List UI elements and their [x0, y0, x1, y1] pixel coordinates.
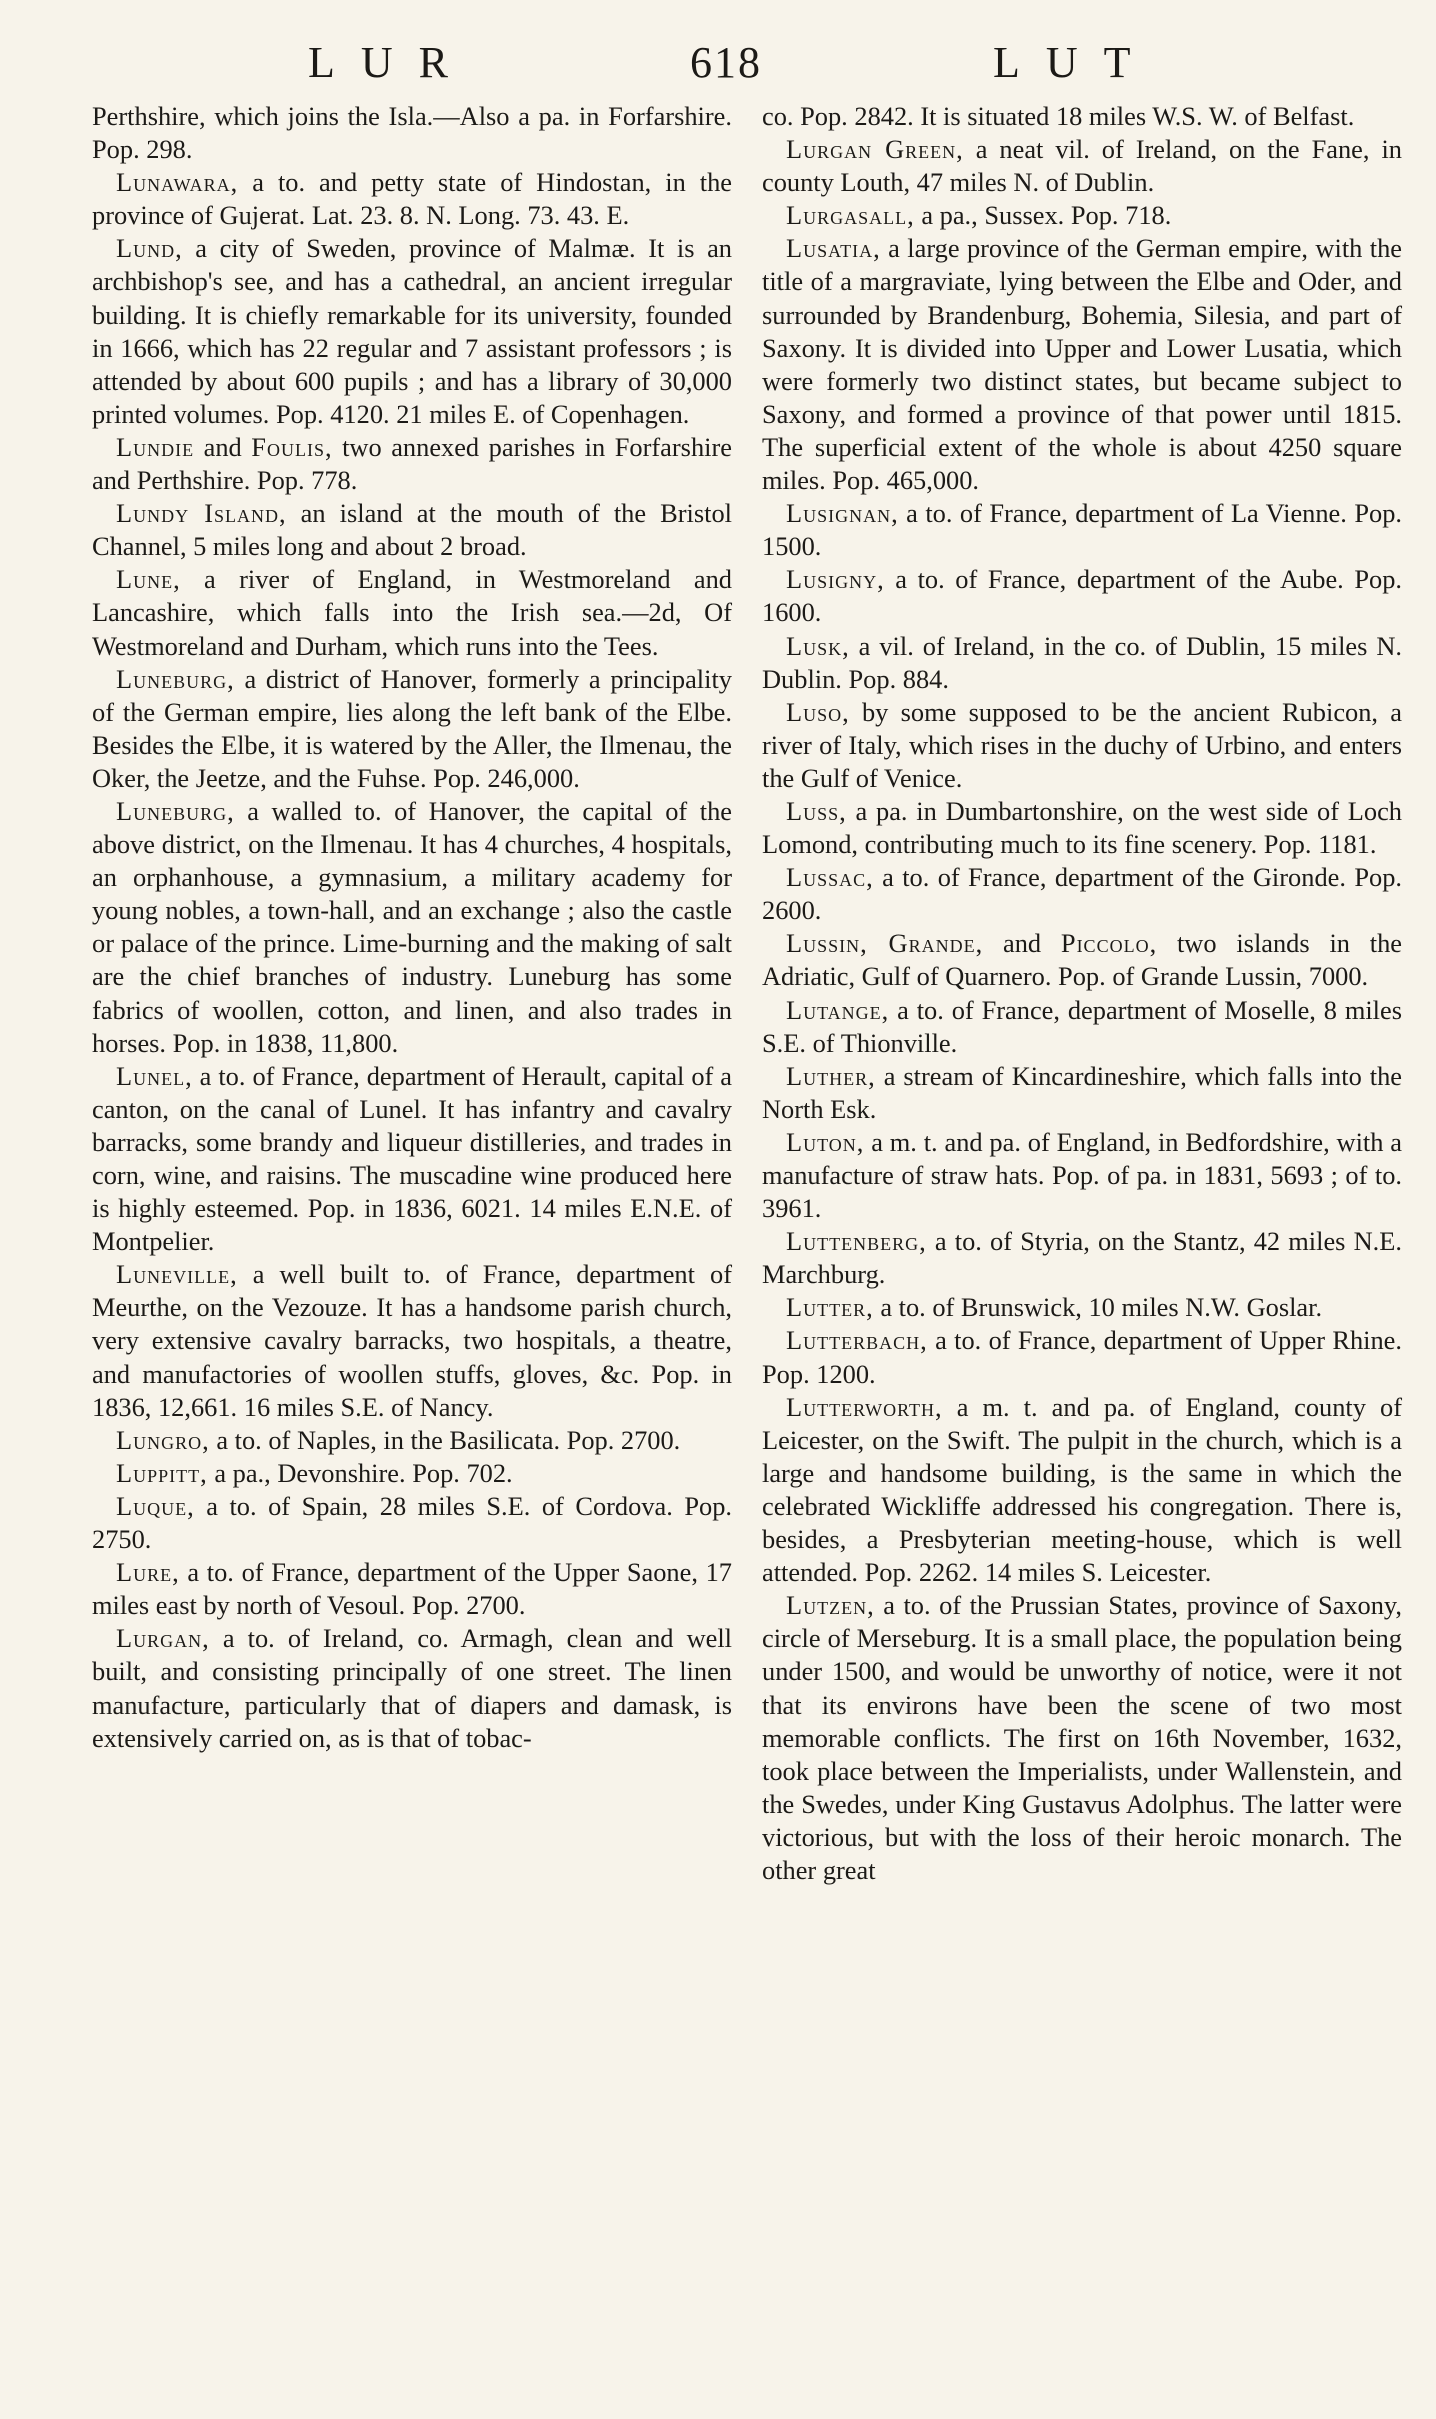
entry-headword: Lusignan,: [786, 498, 899, 529]
entry-text: a to. of Spain, 28 miles S.E. of Cordova. Pop. 2750.: [92, 1490, 732, 1555]
entry-text: a to. of France, department of the Aube. Pop. 1600.: [762, 564, 1402, 628]
entry-headword: Lurgan Green,: [786, 134, 964, 165]
gazetteer-entry: [762, 1391, 1402, 1590]
entry-headword: Luso,: [786, 696, 850, 727]
entry-text: a neat vil. of Ireland, on the Fane, in county Louth, 47 miles N. of Dublin.: [762, 134, 1402, 198]
gazetteer-entry: [762, 927, 1402, 993]
entry-headword: Luneburg,: [116, 795, 235, 826]
entry-text: a well built to. of France, department of Meurthe, on the Vezouze. It has a handsome parish church, very extensive cavalry barracks, two hospitals, a theatre, and manufactories of woollen stuffs, gloves, &c. Pop. in 1836, 12,661. 16 miles S.E. of Nancy.: [92, 1259, 732, 1422]
entry-text: a pa. in Dumbartonshire, on the west side of Loch Lomond, contributing much to its fine scenery. Pop. 1181.: [762, 795, 1402, 860]
gazetteer-entry: [762, 232, 1402, 497]
entry-text: two annexed parishes in Forfarshire and Perthshire. Pop. 778.: [92, 431, 732, 496]
entry-text: a river of England, in Westmoreland and Lancashire, which falls into the Irish sea.—2d, Of Westmoreland and Durham, which runs into the Tees.: [92, 564, 732, 661]
entry-text: a m. t. and pa. of England, in Bedfordshire, with a manufacture of straw hats. Pop. of pa. in 1831, 5693 ; of to. 3961.: [762, 1126, 1402, 1224]
entry-headword: Luque,: [116, 1490, 195, 1521]
gazetteer-entry: [92, 795, 732, 1060]
entry-headword: Lurgasall,: [786, 200, 915, 231]
entry-text: and: [194, 431, 252, 462]
entry-headword: Luss,: [786, 795, 847, 826]
entry-headword: Lusigny,: [786, 564, 885, 595]
entry-text: a to. of Brunswick, 10 miles N.W. Goslar.: [873, 1292, 1323, 1323]
gazetteer-entry: [762, 133, 1402, 199]
entry-text: a to. of Naples, in the Basilicata. Pop. 2700.: [209, 1424, 681, 1455]
gazetteer-entry: [92, 1258, 732, 1423]
gazetteer-entry: [92, 497, 732, 563]
header-left-guide: LUR: [308, 38, 474, 87]
entry-text: a to. of France, department of Moselle, 8 miles S.E. of Thionville.: [762, 994, 1402, 1058]
entry-text: and: [983, 928, 1061, 959]
entry-headword: Lundy Island,: [116, 498, 287, 529]
entry-headword: Luppitt,: [116, 1457, 208, 1488]
gazetteer-entry: [762, 497, 1402, 563]
entry-headword: Lurgan,: [116, 1623, 210, 1654]
entry-headword: Lutange,: [786, 994, 890, 1025]
entry-headword: Lusk,: [786, 630, 850, 661]
gazetteer-entry: [92, 1060, 732, 1259]
entry-headword: Foulis,: [251, 431, 333, 462]
entry-headword: Piccolo,: [1060, 928, 1158, 959]
entry-text: a to. of France, department of Upper Rhine. Pop. 1200.: [762, 1325, 1402, 1389]
gazetteer-entry: [92, 431, 732, 497]
gazetteer-entry: [92, 166, 732, 232]
entry-text: a to. of France, department of the Upper Saone, 17 miles east by north of Vesoul. Pop. 2700.: [92, 1557, 732, 1621]
gazetteer-entry: [92, 100, 732, 166]
entry-headword: Lunawara,: [116, 167, 239, 198]
entry-headword: Luneville,: [116, 1259, 238, 1290]
entry-text: a district of Hanover, formerly a principality of the German empire, lies along the left bank of the Elbe. Besides the Elbe, it is watered by the Aller, the Ilmenau, the Oker, the Jeetze, and the Fuhse. Pop. 246,000.: [92, 663, 732, 793]
gazetteer-entry: [762, 1324, 1402, 1390]
entry-text: a stream of Kincardineshire, which falls into the North Esk.: [762, 1060, 1402, 1124]
entry-headword: Lune,: [116, 564, 181, 595]
header-right-guide: LUT: [993, 38, 1157, 87]
running-header: [0, 38, 1436, 88]
gazetteer-entry: [762, 630, 1402, 696]
gazetteer-entry: [92, 1490, 732, 1556]
entry-headword: Lutterworth,: [786, 1391, 943, 1422]
entry-text: a to. of France, department of Herault, capital of a canton, on the canal of Lunel. It has infantry and cavalry barracks, some brandy and liqueur distilleries, and trades in corn, wine, and raisins. The muscadine wine produced here is highly esteemed. Pop. in 1836, 6021. 14 miles E.N.E. of Montpelier.: [92, 1060, 732, 1257]
entry-headword: Lutter,: [786, 1292, 874, 1323]
page-number: 618: [690, 38, 762, 87]
entry-headword: Lundie: [116, 431, 195, 462]
entry-headword: Lure,: [116, 1557, 180, 1588]
entry-text: an island at the mouth of the Bristol Channel, 5 miles long and about 2 broad.: [92, 498, 732, 562]
entry-text: a vil. of Ireland, in the co. of Dublin, 15 miles N. Dublin. Pop. 884.: [762, 630, 1402, 694]
entry-text: two islands in the Adriatic, Gulf of Quarnero. Pop. of Grande Lussin, 7000.: [762, 928, 1403, 992]
gazetteer-entry: [762, 861, 1402, 927]
gazetteer-entry: [762, 994, 1402, 1060]
gazetteer-entry: [762, 563, 1402, 629]
gazetteer-entry: [762, 1291, 1402, 1324]
gazetteer-entry: [92, 1556, 732, 1622]
entry-text: a to. of France, department of the Gironde. Pop. 2600.: [762, 862, 1402, 926]
gazetteer-entry: [762, 1589, 1402, 1887]
entry-text: a pa., Sussex. Pop. 718.: [914, 200, 1172, 231]
gazetteer-entry: [92, 563, 732, 662]
gazetteer-entry: [762, 1060, 1402, 1126]
entry-headword: Lungro,: [116, 1424, 210, 1455]
entry-text: Perthshire, which joins the Isla.—Also a pa. in Forfarshire. Pop. 298.: [92, 101, 732, 165]
gazetteer-entry: [762, 100, 1402, 133]
right-column: [762, 100, 1402, 1887]
gazetteer-entry: [92, 232, 732, 431]
gazetteer-entry: [762, 199, 1402, 232]
entry-headword: Lussin, Grande,: [786, 928, 984, 959]
gazetteer-entry: [762, 795, 1402, 861]
entry-text: a to. of Ireland, co. Armagh, clean and well built, and consisting principally of one street. The linen manufacture, particularly that of diapers and damask, is extensively carried on, as is that of tobac-: [92, 1623, 732, 1753]
entry-text: a to. of France, department of La Vienne. Pop. 1500.: [762, 498, 1402, 562]
entry-headword: Lussac,: [786, 862, 874, 893]
entry-headword: Luttenberg,: [786, 1226, 927, 1257]
entry-headword: Lunel,: [116, 1060, 193, 1091]
gazetteer-entry: [762, 1126, 1402, 1225]
gazetteer-entry: [762, 1225, 1402, 1291]
gazetteer-entry: [92, 1457, 732, 1490]
entry-headword: Luther,: [786, 1060, 876, 1091]
entry-headword: Lutterbach,: [786, 1325, 928, 1356]
entry-text: a pa., Devonshire. Pop. 702.: [207, 1457, 513, 1488]
gazetteer-entry: [92, 1622, 732, 1754]
entry-text: a walled to. of Hanover, the capital of the above district, on the Ilmenau. It has 4 churches, 4 hospitals, an orphanhouse, a gymnasium, a military academy for young nobles, a town-hall, and an exchange ; also the castle or palace of the prince. Lime-burning and the making of salt are the chief branches of industry. Luneburg has some fabrics of woollen, cotton, and linen, and also trades in horses. Pop. in 1838, 11,800.: [92, 795, 732, 1058]
entry-headword: Lutzen,: [786, 1590, 875, 1621]
entry-text: co. Pop. 2842. It is situated 18 miles W.S. W. of Belfast.: [762, 101, 1355, 131]
entry-text: a to. and petty state of Hindostan, in the province of Gujerat. Lat. 23. 8. N. Long. 73. 43. E.: [92, 167, 732, 231]
entry-text: a m. t. and pa. of England, county of Leicester, on the Swift. The pulpit in the church, which is a large and handsome building, is the same in which the celebrated Wickliffe addressed his congregation. There is, besides, a Presbyterian meeting-house, which is well attended. Pop. 2262. 14 miles S. Leicester.: [762, 1391, 1402, 1588]
entry-headword: Lund,: [116, 233, 183, 264]
gazetteer-entry: [92, 663, 732, 795]
gazetteer-entry: [92, 1424, 732, 1457]
entry-text: a to. of the Prussian States, province of Saxony, circle of Merseburg. It is a small place, the population being under 1500, and would be unworthy of notice, were it not that its environs have been the scene of two most memorable conflicts. The first on 16th November, 1632, took place between the Imperialists, under Wallenstein, and the Swedes, under King Gustavus Adolphus. The latter were victorious, but with the loss of their heroic monarch. The other great: [762, 1590, 1402, 1885]
entry-headword: Lusatia,: [786, 233, 881, 264]
left-column: [92, 100, 732, 1755]
entry-text: a large province of the German empire, with the title of a margraviate, lying between the Elbe and Oder, and surrounded by Brandenburg, Bohemia, Silesia, and part of Saxony. It is divided into Upper and Lower Lusatia, which were formerly two distinct states, but became subject to Saxony, and formed a province of that power until 1815. The superficial extent of the whole is about 4250 square miles. Pop. 465,000.: [762, 233, 1402, 496]
entry-headword: Luneburg,: [116, 663, 235, 694]
entry-text: a city of Sweden, province of Malmæ. It is an archbishop's see, and has a cathedral, an ancient irregular building. It is chiefly remarkable for its university, founded in 1666, which has 22 regular and 7 assistant professors ; is attended by about 600 pupils ; and has a library of 30,000 printed volumes. Pop. 4120. 21 miles E. of Copenhagen.: [92, 233, 732, 429]
entry-text: by some supposed to be the ancient Rubicon, a river of Italy, which rises in the duchy of Urbino, and enters the Gulf of Venice.: [762, 696, 1402, 793]
entry-headword: Luton,: [786, 1126, 865, 1157]
entry-text: a to. of Styria, on the Stantz, 42 miles N.E. Marchburg.: [762, 1226, 1402, 1290]
gazetteer-entry: [762, 696, 1402, 795]
